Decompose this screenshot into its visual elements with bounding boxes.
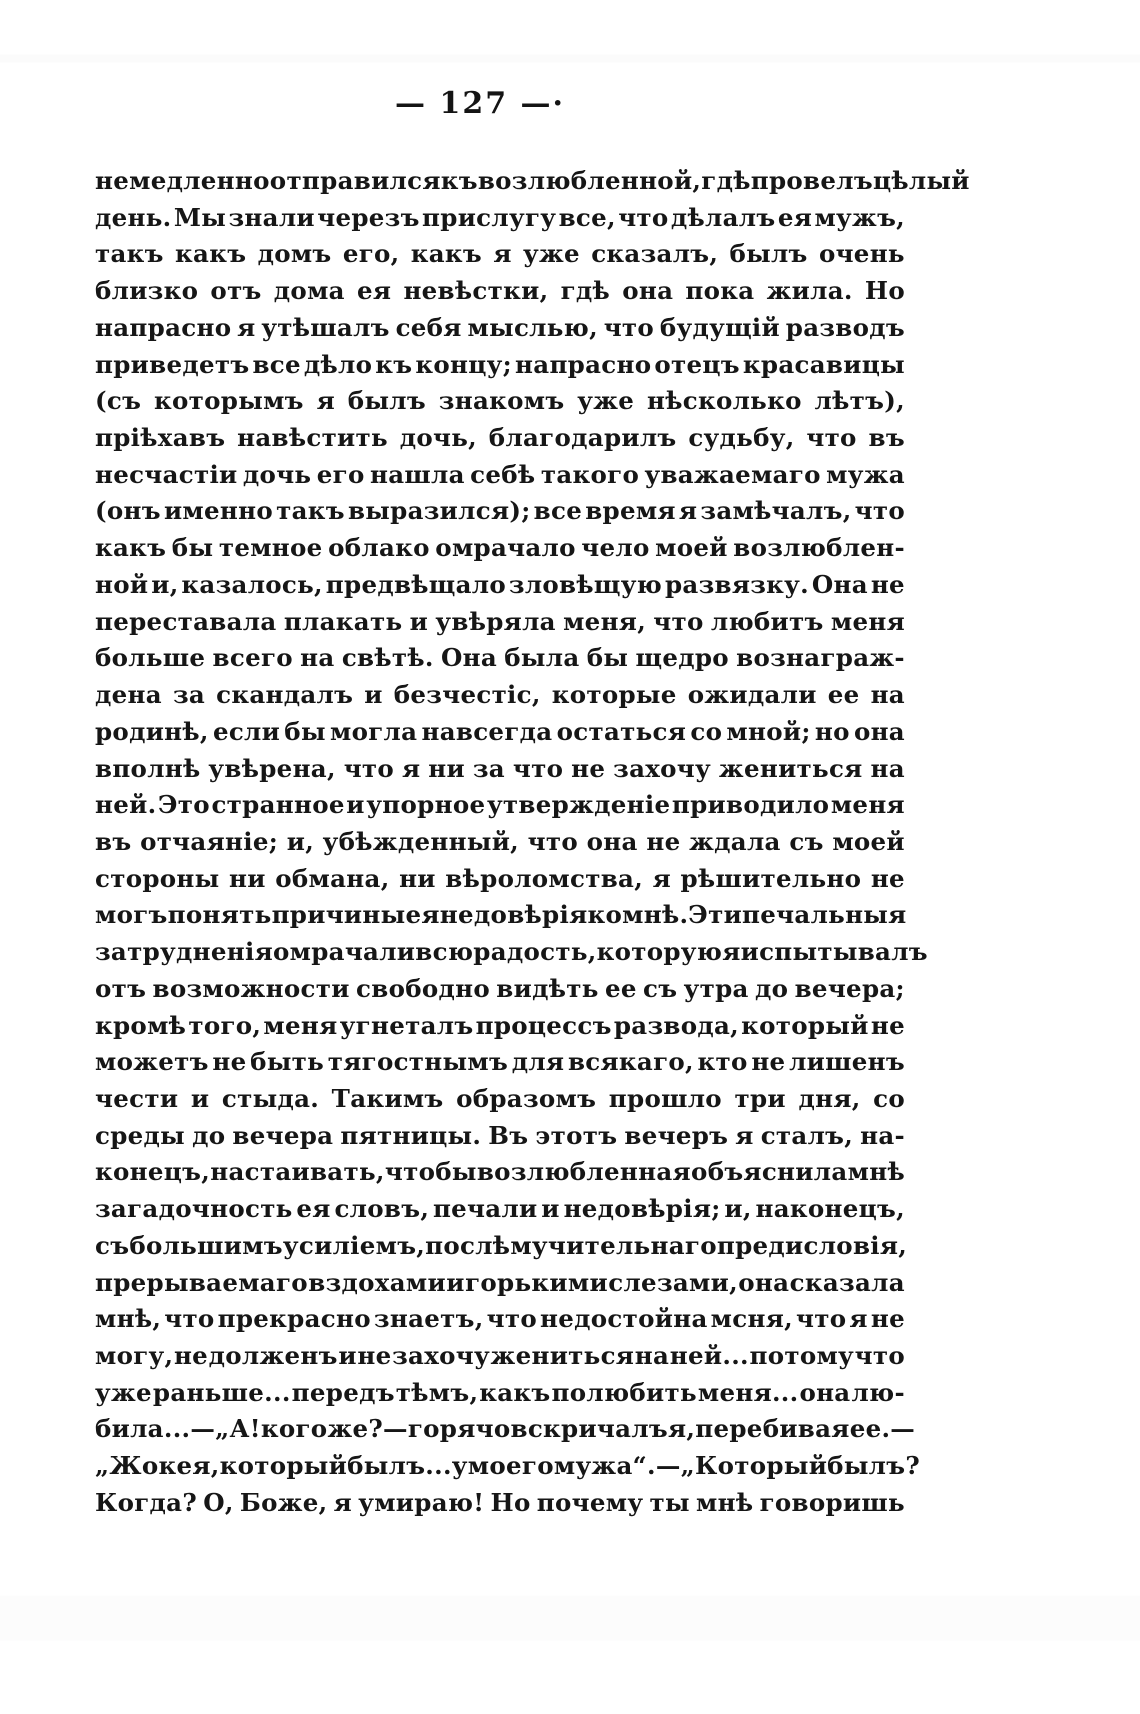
text-line: „Жокея, который былъ... у моего мужа“.—„Который былъ? — [95, 1451, 920, 1481]
text-line: прерываемаго вздохами и горькими слезами, она сказала — [95, 1267, 905, 1297]
text-line: (съ которымъ я былъ знакомъ уже нѣсколько лѣтъ), — [95, 386, 905, 416]
text-line: Когда? О, Боже, я умираю! Но почему ты мнѣ говоришь — [95, 1487, 905, 1517]
text-line: пріѣхавъ навѣстить дочь, благодарилъ судьбу, что въ — [95, 423, 905, 453]
text-line: какъ бы темное облако омрачало чело моей возлюблен- — [95, 533, 905, 563]
text-line: дена за скандалъ и безчестіс, которые ожидали ее на — [95, 680, 905, 710]
text-line: (онъ именно такъ выразился); все время я замѣчалъ, что — [95, 496, 905, 526]
text-line: загадочность ея словъ, печали и недовѣрія; и, наконецъ, — [95, 1194, 905, 1224]
text-line: вполнѣ увѣрена, что я ни за что не захочу жениться на — [95, 753, 905, 783]
text-line: стороны ни обмана, ни вѣроломства, я рѣшительно не — [95, 863, 905, 893]
text-line: среды до вечера пятницы. Въ этотъ вечеръ я сталъ, на- — [95, 1120, 905, 1150]
text-line: могу, не долженъ и не захочу жениться на ней... потому что — [95, 1341, 905, 1370]
text-line: такъ какъ домъ его, какъ я уже сказалъ, былъ очень — [95, 239, 905, 269]
text-line: затрудненія омрачали всю радость, которую я испытывалъ — [95, 937, 928, 967]
text-line: несчастіи дочь его нашла себѣ такого уважаемаго мужа — [95, 459, 905, 489]
text-line: можетъ не быть тягостнымъ для всякаго, кто не лишенъ — [95, 1047, 905, 1077]
text-line: приведетъ все дѣло къ концу; напрасно отецъ красавицы — [95, 349, 905, 379]
text-line: конецъ, настаивать, чтобы возлюбленная объяснила мнѣ — [95, 1157, 905, 1187]
text-line: уже раньше... передъ тѣмъ, какъ полюбить меня... она лю- — [95, 1377, 905, 1407]
text-line: близко отъ дома ея невѣстки, гдѣ она пока жила. Но — [95, 276, 905, 306]
text-line: напрасно я утѣшалъ себя мыслью, что будущій разводъ — [95, 312, 905, 342]
body-text — [95, 166, 970, 1525]
text-line: мнѣ, что прекрасно знаетъ, что недостойна мсня, что я не — [95, 1304, 905, 1334]
text-line: ней. Это странное и упорное утвержденіе приводило меня — [95, 790, 905, 820]
text-line: больше всего на свѣтѣ. Она была бы щедро вознаграж- — [95, 643, 905, 673]
text-line: день. Мы знали черезъ прислугу все, что дѣлалъ ея мужъ, — [95, 202, 905, 232]
text-line: ной и, казалось, предвѣщало зловѣщую развязку. Она не — [95, 569, 905, 599]
text-line: немедленно отправился къ возлюбленной, гдѣ провелъ цѣлый — [95, 166, 970, 195]
text-line: съ большимъ усиліемъ, послѣ мучительнаго предисловія, — [95, 1230, 908, 1260]
text-line: могъ понять причины ея недовѣрія ко мнѣ. Эти печальныя — [95, 900, 907, 930]
text-line: въ отчаяніе; и, убѣжденный, что она не ждала съ моей — [95, 826, 905, 856]
text-line: кромѣ того, меня угнеталъ процессъ развода, который не — [95, 1010, 905, 1040]
text-line: родинѣ, если бы могла навсегда остаться со мной; но она — [95, 716, 905, 746]
text-line: переставала плакать и увѣряла меня, что любитъ меня — [95, 606, 905, 636]
text-line: била...—„А! кого же?—горячо вскричалъ я, перебивая ее.— — [95, 1414, 916, 1444]
page-number: — 127 —· — [395, 86, 565, 121]
text-line: чести и стыда. Такимъ образомъ прошло три дня, со — [95, 1083, 905, 1113]
text-line: отъ возможности свободно видѣть ее съ утра до вечера; — [95, 973, 905, 1003]
